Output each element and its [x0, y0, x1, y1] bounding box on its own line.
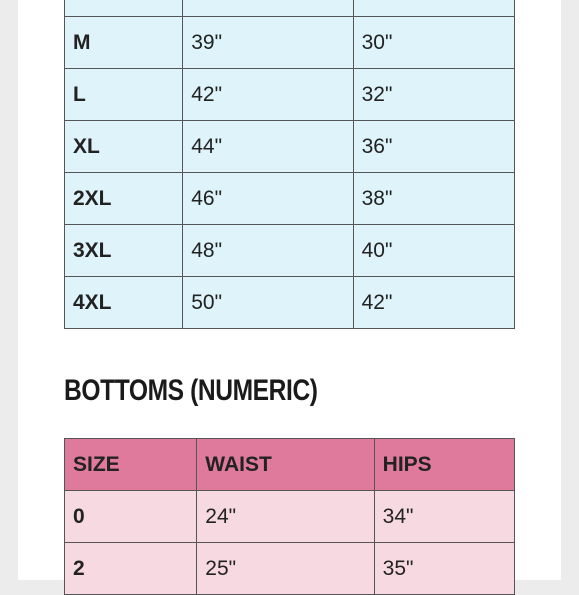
size-cell: 3XL [65, 225, 183, 277]
table-row [65, 69, 515, 121]
measurement-cell: 48" [183, 225, 353, 277]
size-cell: 2XL [65, 173, 183, 225]
waist-cell: 24" [197, 491, 374, 543]
measurement-cell: 38" [353, 173, 514, 225]
measurement-cell [353, 0, 514, 17]
size-chart-page [18, 0, 561, 580]
table-row [65, 0, 515, 17]
table-row [65, 543, 515, 595]
measurement-cell: 32" [353, 69, 514, 121]
measurement-cell [183, 0, 353, 17]
size-cell: 2 [65, 543, 197, 595]
waist-cell: 25" [197, 543, 374, 595]
table-row [65, 173, 515, 225]
size-cell: 0 [65, 491, 197, 543]
bottoms-size-table [64, 438, 515, 595]
measurement-cell: 39" [183, 17, 353, 69]
table-row [65, 491, 515, 543]
hips-cell: 35" [374, 543, 514, 595]
tops-size-table [64, 0, 515, 329]
measurement-cell: 44" [183, 121, 353, 173]
table-row [65, 225, 515, 277]
hips-cell: 34" [374, 491, 514, 543]
column-header-hips: HIPS [374, 439, 514, 491]
measurement-cell: 30" [353, 17, 514, 69]
column-header-waist: WAIST [197, 439, 374, 491]
section-title: BOTTOMS (NUMERIC) [64, 374, 318, 407]
size-cell: XL [65, 121, 183, 173]
measurement-cell: 42" [183, 69, 353, 121]
measurement-cell: 42" [353, 277, 514, 329]
measurement-cell: 46" [183, 173, 353, 225]
table-row [65, 17, 515, 69]
column-header-size: SIZE [65, 439, 197, 491]
table-row [65, 121, 515, 173]
table-header-row [65, 439, 515, 491]
size-cell: 4XL [65, 277, 183, 329]
size-cell: L [65, 69, 183, 121]
measurement-cell: 50" [183, 277, 353, 329]
table-row [65, 277, 515, 329]
measurement-cell: 40" [353, 225, 514, 277]
measurement-cell: 36" [353, 121, 514, 173]
size-cell: M [65, 17, 183, 69]
size-cell [65, 0, 183, 17]
